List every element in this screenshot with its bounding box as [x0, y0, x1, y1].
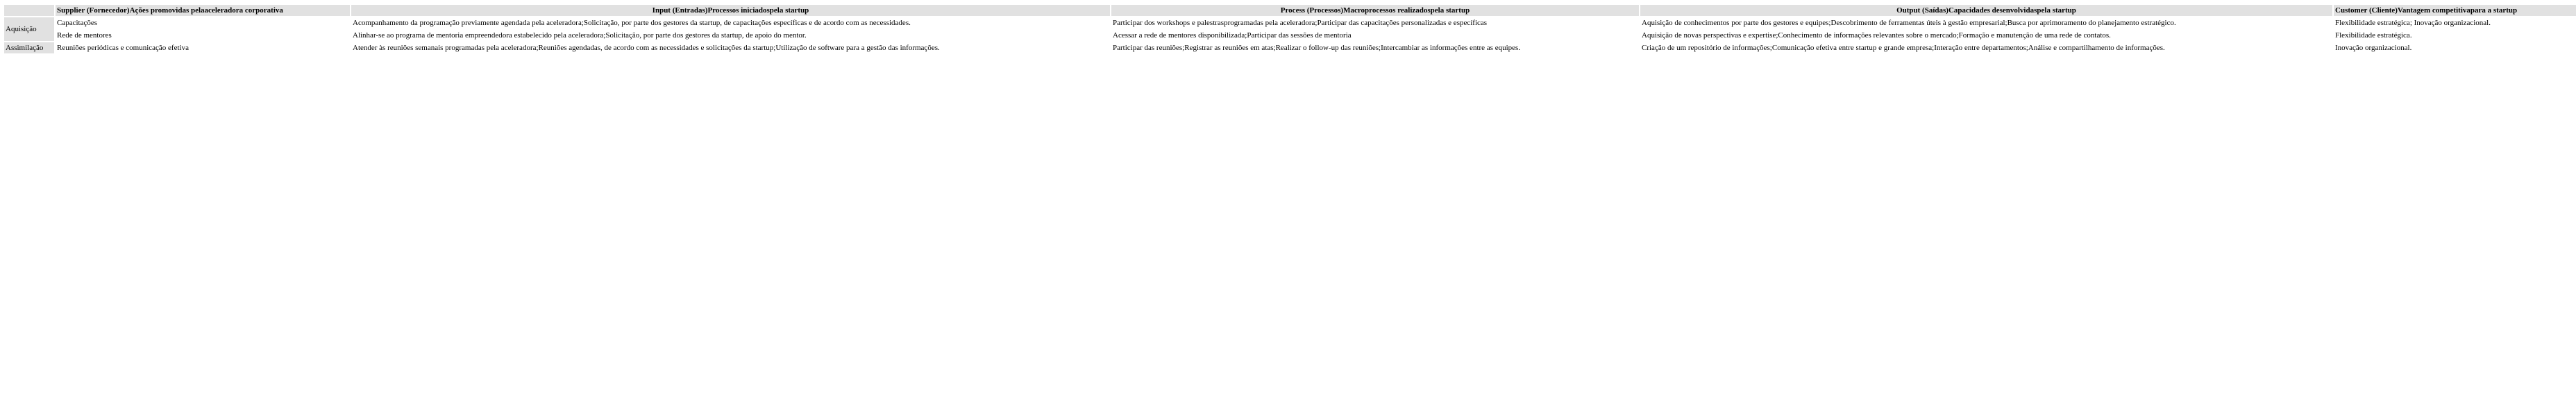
header-input: Input (Entradas)Processos iniciadospela startup [351, 5, 1110, 16]
header-output: Output (Saídas)Capacidades desenvolvidaspela startup [1640, 5, 2332, 16]
table-row [4, 42, 2576, 53]
cell-customer: Inovação organizacional. [2334, 42, 2576, 53]
cell-supplier: Reuniões periódicas e comunicação efetiva [56, 42, 350, 53]
row-group-assimilacao: Assimilação [4, 42, 54, 53]
header-process: Process (Processos)Macroprocessos realizadospela startup [1111, 5, 1639, 16]
cell-output: Criação de um repositório de informações;Comunicação efetiva entre startup e grande empresa;Interação entre departamentos;Análise e compartilhamento de informações. [1640, 42, 2332, 53]
header-customer: Customer (Cliente)Vantagem competitivapara a startup [2334, 5, 2576, 16]
table-header [4, 5, 2576, 16]
header-row [4, 5, 2576, 16]
cell-output: Aquisição de conhecimentos por parte dos gestores e equipes;Descobrimento de ferramentas úteis à gestão empresarial;Busca por aprimoramento do planejamento estratégico. [1640, 17, 2332, 28]
table-row [4, 30, 2576, 41]
cell-process: Acessar a rede de mentores disponibilizada;Participar das sessões de mentoria [1111, 30, 1639, 41]
sipoc-table [3, 3, 2576, 55]
cell-input: Atender às reuniões semanais programadas pela aceleradora;Reuniões agendadas, de acordo com as necessidades e solicitações da startup;Utilização de software para a gestão das informações. [351, 42, 1110, 53]
cell-process: Participar dos workshops e palestrasprogramadas pela aceleradora;Participar das capacitações personalizadas e específicas [1111, 17, 1639, 28]
cell-customer: Flexibilidade estratégica; Inovação organizacional. [2334, 17, 2576, 28]
table-row [4, 17, 2576, 28]
row-group-aquisicao: Aquisição [4, 17, 54, 41]
cell-output: Aquisição de novas perspectivas e expertise;Conhecimento de informações relevantes sobre o mercado;Formação e manutenção de uma rede de contatos. [1640, 30, 2332, 41]
header-corner [4, 5, 54, 16]
cell-process: Participar das reuniões;Registrar as reuniões em atas;Realizar o follow-up das reuniões;Intercambiar as informações entre as equipes. [1111, 42, 1639, 53]
cell-supplier: Capacitações [56, 17, 350, 28]
cell-supplier: Rede de mentores [56, 30, 350, 41]
table-body [4, 17, 2576, 53]
cell-input: Acompanhamento da programação previamente agendada pela aceleradora;Solicitação, por parte dos gestores da startup, de capacitações específicas e de acordo com as necessidades. [351, 17, 1110, 28]
cell-input: Alinhar-se ao programa de mentoria empreendedora estabelecido pela aceleradora;Solicitação, por parte dos gestores da startup, de apoio do mentor. [351, 30, 1110, 41]
cell-customer: Flexibilidade estratégica. [2334, 30, 2576, 41]
header-supplier: Supplier (Fornecedor)Ações promovidas pelaaceleradora corporativa [56, 5, 350, 16]
